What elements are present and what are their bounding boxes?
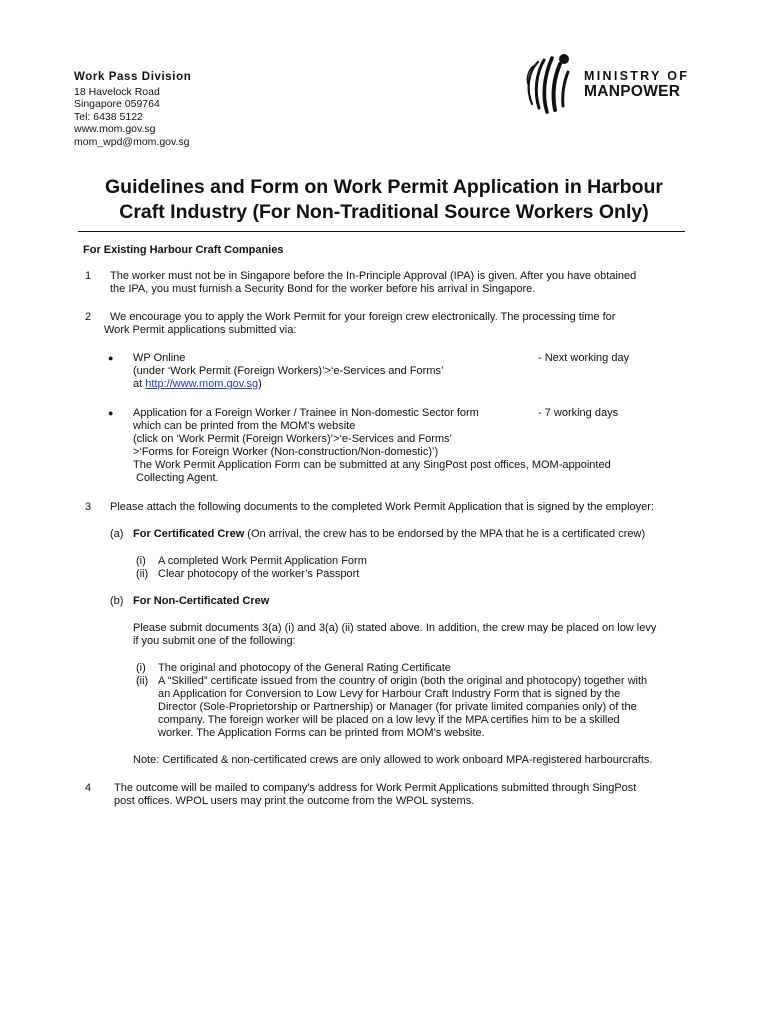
address-phone: Tel: 6438 5122 bbox=[74, 110, 143, 123]
address-website: www.mom.gov.sg bbox=[74, 123, 156, 136]
sub-b-para-line-2: if you submit one of the following: bbox=[133, 635, 296, 647]
bullet-1-close-paren: ) bbox=[258, 378, 262, 390]
item-1-line-2: the IPA, you must furnish a Security Bond for the worker before his arrival in Singapore. bbox=[110, 283, 536, 295]
item-3-line-1: Please attach the following documents to the completed Work Permit Application that is signed by the employer: bbox=[110, 501, 654, 513]
logo-wordmark bbox=[584, 68, 689, 100]
address-postal: Singapore 059764 bbox=[74, 98, 160, 111]
bullet-1-line-3 bbox=[133, 378, 262, 391]
item-4-line-1: The outcome will be mailed to company’s address for Work Permit Applications submitted through SingPost bbox=[114, 782, 637, 794]
mom-website-link[interactable]: http://www.mom.gov.sg bbox=[145, 378, 259, 390]
item-4-line-2: post offices. WPOL users may print the outcome from the WPOL systems. bbox=[114, 795, 475, 807]
sub-a-label: (a) bbox=[110, 528, 124, 540]
sub-b-ii-line-2: an Application for Conversion to Low Levy for Harbour Craft Industry Form that is signed by the bbox=[158, 688, 621, 700]
logo-line-2: MANPOWER bbox=[584, 83, 681, 100]
item-2-number: 2 bbox=[85, 311, 92, 323]
item-1-number: 1 bbox=[85, 270, 92, 282]
address-block bbox=[74, 86, 190, 148]
sub-b-ii-label: (ii) bbox=[136, 675, 149, 687]
item-2-line-1: We encourage you to apply the Work Permit for your foreign crew electronically. The processing time for bbox=[110, 311, 616, 323]
sub-a-i-text: A completed Work Permit Application Form bbox=[158, 555, 367, 567]
document-title bbox=[40, 175, 728, 225]
sub-a-ii-text: Clear photocopy of the worker’s Passport bbox=[158, 568, 360, 580]
bullet-1-dot: ● bbox=[108, 353, 114, 363]
bullet-2-line-2: which can be printed from the MOM’s website bbox=[133, 420, 356, 432]
sub-b-para-line-1: Please submit documents 3(a) (i) and 3(a) (ii) stated above. In addition, the crew may be placed on low levy bbox=[133, 622, 657, 634]
bullet-2-line-4: >‘Forms for Foreign Worker (Non-construction/Non-domestic)’) bbox=[133, 446, 439, 458]
sub-b-ii-line-1: A “Skilled” certificate issued from the country of origin (both the original and photocopy) together with bbox=[158, 675, 648, 687]
bullet-2-time: - 7 working days bbox=[538, 407, 619, 419]
sub-a-heading: For Certificated Crew bbox=[133, 528, 245, 540]
bullet-2-line-6: Collecting Agent. bbox=[136, 472, 219, 484]
title-divider bbox=[78, 231, 685, 232]
bullet-1-line-2: (under ‘Work Permit (Foreign Workers)’>‘e-Services and Forms’ bbox=[133, 365, 444, 377]
division-name: Work Pass Division bbox=[74, 71, 192, 83]
bullet-1-at: at bbox=[133, 378, 146, 390]
section-heading: For Existing Harbour Craft Companies bbox=[83, 244, 284, 256]
title-line-1: Guidelines and Form on Work Permit Application in Harbour bbox=[105, 176, 663, 198]
note-text: Note: Certificated & non-certificated crews are only allowed to work onboard MPA-registered harbourcrafts. bbox=[133, 754, 653, 766]
sub-b-ii-line-5: worker. The Application Forms can be printed from MOM’s website. bbox=[158, 727, 485, 739]
bullet-2-line-3: (click on ‘Work Permit (Foreign Workers)’>‘e-Services and Forms’ bbox=[133, 433, 452, 445]
bullet-2-line-1: Application for a Foreign Worker / Trainee in Non-domestic Sector form bbox=[133, 407, 479, 419]
bullet-2-line-5: The Work Permit Application Form can be submitted at any SingPost post offices, MOM-appointed bbox=[133, 459, 611, 471]
item-2-line-2: Work Permit applications submitted via: bbox=[104, 324, 297, 336]
sub-a-line bbox=[133, 528, 645, 541]
item-1-line-1: The worker must not be in Singapore before the In-Principle Approval (IPA) is given. After you have obtained bbox=[110, 270, 637, 282]
sub-b-heading: For Non-Certificated Crew bbox=[133, 595, 270, 607]
sub-b-i-label: (i) bbox=[136, 662, 146, 674]
sub-b-i-text: The original and photocopy of the General Rating Certificate bbox=[158, 662, 451, 674]
item-4-number: 4 bbox=[85, 782, 92, 794]
sub-a-ii-label: (ii) bbox=[136, 568, 149, 580]
bullet-1-time: - Next working day bbox=[538, 352, 630, 364]
sub-a-description: (On arrival, the crew has to be endorsed by the MPA that he is a certificated crew) bbox=[244, 528, 646, 540]
sub-b-ii-line-4: company. The foreign worker will be placed on a low levy if the MPA certifies him to be a skilled bbox=[158, 714, 620, 726]
address-email: mom_wpd@mom.gov.sg bbox=[74, 135, 190, 148]
sub-a-i-label: (i) bbox=[136, 555, 146, 567]
ministry-logo-icon bbox=[522, 50, 584, 120]
item-3-number: 3 bbox=[85, 501, 92, 513]
sub-b-label: (b) bbox=[110, 595, 124, 607]
ministry-logo bbox=[522, 50, 692, 120]
logo-line-1: MINISTRY OF bbox=[584, 69, 690, 83]
bullet-1-line-1: WP Online bbox=[133, 352, 186, 364]
sub-b-ii-line-3: Director (Sole-Proprietorship or Partnership) or Manager (for private limited companies only) of the bbox=[158, 701, 637, 713]
address-street: 18 Havelock Road bbox=[74, 86, 160, 98]
title-line-2: Craft Industry (For Non-Traditional Source Workers Only) bbox=[119, 201, 649, 223]
bullet-2-dot: ● bbox=[108, 408, 114, 418]
